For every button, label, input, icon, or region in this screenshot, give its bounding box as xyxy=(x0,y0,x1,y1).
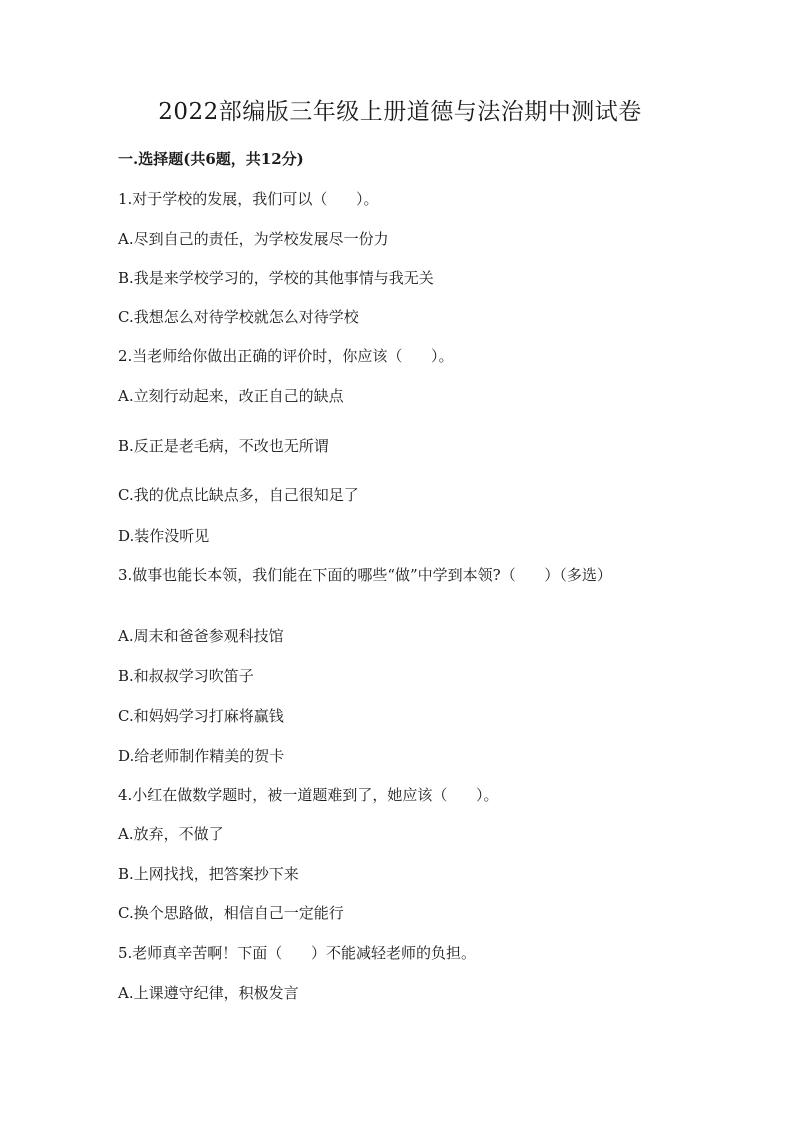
question-stem-text: 3.做事也能长本领，我们能在下面的哪些“做”中学到本领?（ xyxy=(118,566,516,584)
answer-blank xyxy=(447,786,476,804)
answer-blank xyxy=(282,944,311,962)
question-2-stem xyxy=(118,345,453,367)
question-stem-text: 5.老师真辛苦啊！下面（ xyxy=(118,944,283,962)
question-1-stem xyxy=(118,188,378,210)
question-4-option-c: C.换个思路做，相信自己一定能行 xyxy=(118,904,344,922)
question-stem-end: ）。 xyxy=(355,190,379,208)
question-3-stem xyxy=(118,564,678,586)
question-3-option-b: B.和叔叔学习吹笛子 xyxy=(118,667,254,685)
answer-blank xyxy=(402,347,431,365)
question-4-option-a: A.放弃，不做了 xyxy=(118,825,224,843)
question-stem-end: ）不能减轻老师的负担。 xyxy=(310,944,476,962)
question-stem-text: 4.小红在做数学题时，被一道题难到了，她应该（ xyxy=(118,786,448,804)
question-2-option-c: C.我的优点比缺点多，自己很知足了 xyxy=(118,486,359,504)
question-3-option-c: C.和妈妈学习打麻将赢钱 xyxy=(118,707,284,725)
question-3-option-a: A.周末和爸爸参观科技馆 xyxy=(118,627,284,645)
question-2-option-a: A.立刻行动起来，改正自己的缺点 xyxy=(118,387,344,405)
question-stem-end: ）（多选） xyxy=(544,566,612,584)
question-4-option-b: B.上网找找，把答案抄下来 xyxy=(118,865,299,883)
question-1-option-a: A.尽到自己的责任，为学校发展尽一份力 xyxy=(118,230,389,248)
section-heading: 一.选择题(共6题，共12分) xyxy=(118,150,304,168)
question-5-option-a: A.上课遵守纪律，积极发言 xyxy=(118,984,299,1002)
question-2-option-d: D.装作没听见 xyxy=(118,527,210,545)
question-stem-end: ）。 xyxy=(430,347,454,365)
question-1-option-b: B.我是来学校学习的，学校的其他事情与我无关 xyxy=(118,269,434,287)
document-title: 2022部编版三年级上册道德与法治期中测试卷 xyxy=(158,99,642,125)
question-stem-text: 1.对于学校的发展，我们可以（ xyxy=(118,190,328,208)
question-3-option-d: D.给老师制作精美的贺卡 xyxy=(118,747,285,765)
question-2-option-b: B.反正是老毛病，不改也无所谓 xyxy=(118,437,329,455)
question-5-stem xyxy=(118,942,476,964)
question-stem-text: 2.当老师给你做出正确的评价时，你应该（ xyxy=(118,347,403,365)
answer-blank xyxy=(327,190,356,208)
question-4-stem xyxy=(118,784,498,806)
question-1-option-c: C.我想怎么对待学校就怎么对待学校 xyxy=(118,308,359,326)
answer-blank xyxy=(516,566,545,584)
question-stem-end: ）。 xyxy=(475,786,499,804)
